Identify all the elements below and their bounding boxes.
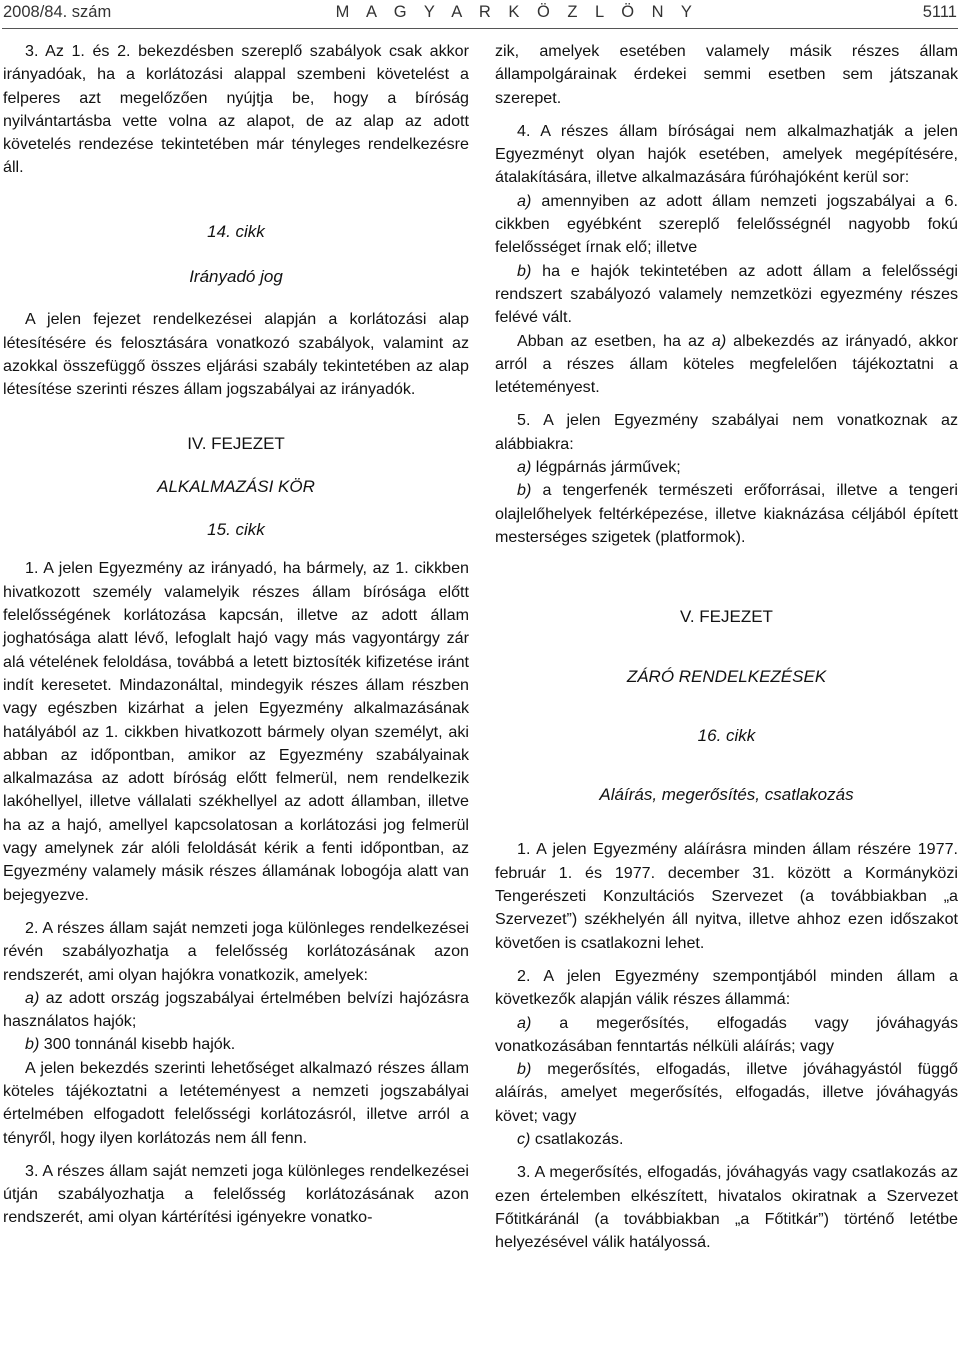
list-text: a megerősítés, elfogadás vagy jóváhagyás vonatkozásában fenntartás nélküli aláírás; vagy [495,1013,958,1055]
article-number: 15. cikk [207,520,265,540]
paragraph: zik, amelyek esetében valamely másik részes állam állampolgárainak érdekei semmi esetben sem játszanak szerepet. [495,42,958,107]
list-item [495,479,958,549]
list-label: a) [711,331,727,350]
list-label: a) [25,988,40,1007]
list-item [495,260,958,330]
list-item [495,190,958,260]
left-column [3,40,469,1230]
list-text: megerősítés, elfogadás, illetve jóváhagyástól függő aláírás, amelyet megerősítés, elfogadás, illetve jóváhagyás követ; vagy [495,1060,958,1125]
list-label: b) [25,1035,40,1054]
paragraph: A jelen fejezet rendelkezései alapján a korlátozási alap létesítésére és felosztására vonatkozó szabályok, valamint az azokkal összefüggő összes eljárási szabály tekintetében az alap létesítése szerinti részes állam jogszabályai az irányadók. [3,310,469,399]
chapter-heading: V. FEJEZET [680,607,773,627]
list-item [495,1128,958,1151]
list-item [495,1012,958,1059]
page-number: 5111 [922,3,957,21]
list-label: a) [517,458,532,477]
list-text: az adott ország jogszabályai értelmében belvízi hajózásra használatos hajók; [3,988,469,1031]
paragraph [495,330,958,400]
header-divider [2,28,958,29]
list-label: a) [517,191,532,210]
list-label: b) [517,261,532,280]
article-title: Aláírás, megerősítés, csatlakozás [599,785,854,805]
paragraph: 2. A részes állam saját nemzeti joga különleges rendelkezései révén szabályozhatja a felelősség korlátozásának azon rendszerét, ami olyan hajókra vonatkozik, amelyek: [3,918,469,984]
issue-number: 2008/84. szám [3,3,112,21]
paragraph: 3. A megerősítés, elfogadás, jóváhagyás vagy csatlakozás az ezen értelemben elkészített, hivatalos okiratnak a Szervezet Főtitkáránál (a továbbiakban „a Főtitkár”) történő letétbe helyezésével válik hatályossá. [495,1163,958,1252]
paragraph: 3. Az 1. és 2. bekezdésben szereplő szabályok csak akkor irányadóak, ha a korlátozási alappal szembeni követelést a felperes azt megelőzően nyújtja be, hogy a bíróság nyilvántartásba vette volna az alapot, de az alap az adott követelés rendezése tekintetében már tényleges rendelkezésre áll. [3,42,469,177]
paragraph-text: Abban az esetben, ha az [517,331,705,350]
list-label: b) [517,481,532,500]
paragraph: 5. A jelen Egyezmény szabályai nem vonatkoznak az alábbiakra: [495,411,958,453]
paragraph: 3. A részes állam saját nemzeti joga különleges rendelkezései útján szabályozhatja a felelősség korlátozásának azon rendszerét, ami olyan kártérítési igényekre vonatko- [3,1161,469,1227]
paragraph: 2. A jelen Egyezmény szempontjából minden állam a következők alapján válik részes állammá: [495,966,958,1009]
list-text: ha e hajók tekintetében az adott állam a felelősségi rendszert szabályozó valamely nemzetközi egyezmény részes felévé vált. [495,261,958,327]
list-label: a) [517,1013,532,1032]
chapter-title: ZÁRÓ RENDELKEZÉSEK [626,666,827,686]
chapter-title: ALKALMAZÁSI KÖR [157,476,315,496]
paragraph-text: albekezdés az irányadó, akkor arról a részes állam köteles megfelelően tájékoztatni a letéteményest. [495,331,958,397]
list-text: amennyiben az adott állam nemzeti jogszabályai a 6. cikkben egyébként szereplő felelősségnél nagyobb fokú felelősséget írnak elő; illetve [495,191,958,257]
list-item [495,456,958,479]
article-number: 16. cikk [697,725,756,745]
article-title: Irányadó jog [189,267,283,287]
page-header [3,3,957,27]
paragraph: 1. A jelen Egyezmény az irányadó, ha bármely, az 1. cikkben hivatkozott személy valamelyik részes állam bírósága előtt felelősségének korlátozása kapcsán, illetve az adott állam joghatósága alatt lévő, lefoglalt hajó vagy más vagyontárgy zár alá vételének feloldása, továbbá a letett biztosíték kifizetése iránt indít keresetet. Mindazonáltal, mindegyik részes állam részben vagy egészben kizárhat a jelen Egyezmény alkalmazásának hatályából az 1. cikkben hivatkozott bármely olyan személyt, aki abban az időpontban, amikor az Egyezmény szabályainak alkalmazása az adott bíróság előtt felmerül, nem rendelkezik lakóhellyel, illetve vállalati székhellyel az adott államban, illetve ha az a hajó, amellyel kapcsolatosan a korlátozási jog felmerül vagy amelynek zár alóli feloldását kérik a fenti időpontban, az Egyezmény valamely másik részes államának lobogója alatt van bejegyezve. [3,559,469,904]
article-number: 14. cikk [207,221,265,241]
list-item [3,1033,469,1056]
list-item [3,987,469,1034]
paragraph: A jelen bekezdés szerinti lehetőséget alkalmazó részes állam köteles tájékoztatni a letéteményest a nemzeti jogszabályai értelmében elfogadott felelősségi korlátozásról, illetve arról a tényről, hogy ilyen korlátozás nem áll fenn. [3,1058,469,1147]
list-label: c) [517,1129,531,1148]
list-text: 300 tonnánál kisebb hajók. [43,1035,236,1054]
list-text: csatlakozás. [534,1129,624,1148]
paragraph: 1. A jelen Egyezmény aláírásra minden állam részére 1977. február 1. és 1977. december 31. között a Kormányközi Tengerészeti Konzultációs Szervezet (a továbbiakban „a Szervezet”) székhelyén áll nyitva, illetve ahhoz ezen időszakot követően is csatlakozni lehet. [495,840,958,952]
list-item [495,1058,958,1128]
list-text: légpárnás járművek; [535,458,681,477]
paragraph: 4. A részes állam bíróságai nem alkalmazhatják a jelen Egyezményt olyan hajók esetében, amelyek megépítésére, átalakítására, illetve alkalmazására fúróhajóként kerül sor: [495,121,958,187]
chapter-heading: IV. FEJEZET [187,433,285,453]
list-label: b) [517,1060,532,1079]
right-column [495,40,958,1254]
publication-title: M A G Y A R K Ö Z L Ö N Y [335,3,699,21]
list-text: a tengerfenék természeti erőforrásai, illetve a tengeri olajlelőhelyek feltérképezése, illetve kiaknázása céljából épített mesterséges szigetek (platformok). [495,481,958,546]
